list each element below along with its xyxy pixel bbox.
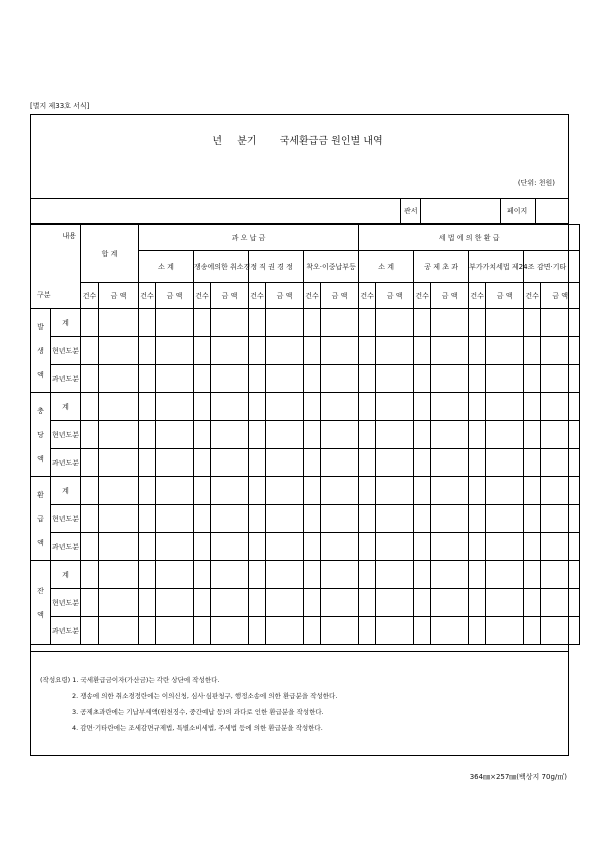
amount-cell[interactable] (376, 365, 414, 393)
amount-cell[interactable] (376, 533, 414, 561)
amount-cell[interactable] (156, 533, 194, 561)
table-row (31, 337, 580, 365)
amount-cell[interactable] (431, 421, 469, 449)
amount-cell[interactable] (541, 365, 580, 393)
amount-cell[interactable] (156, 589, 194, 617)
amount-cell[interactable] (156, 617, 194, 645)
row-label: 과년도분 (51, 617, 81, 645)
divider (500, 199, 501, 223)
amount-cell[interactable] (486, 505, 524, 533)
amount-cell[interactable] (486, 477, 524, 505)
table-row (31, 477, 580, 505)
count-cell[interactable] (81, 477, 99, 505)
table-row (31, 533, 580, 561)
amount-cell[interactable] (376, 309, 414, 337)
amount-cell[interactable] (99, 477, 139, 505)
divider (535, 199, 536, 223)
form-number-label: [별지 제33호 서식] (30, 102, 90, 110)
amount-cell[interactable] (211, 533, 249, 561)
amount-cell[interactable] (541, 477, 580, 505)
notes-divider (30, 651, 569, 652)
count-cell[interactable] (414, 421, 431, 449)
count-header: 건수 (469, 283, 486, 309)
amount-cell[interactable] (376, 393, 414, 421)
row-label: 과년도분 (51, 533, 81, 561)
count-cell[interactable] (414, 505, 431, 533)
amount-cell[interactable] (266, 505, 304, 533)
page-title (0, 132, 595, 147)
count-cell[interactable] (81, 617, 99, 645)
amount-cell[interactable] (266, 617, 304, 645)
amount-cell[interactable] (431, 561, 469, 589)
amount-cell[interactable] (211, 477, 249, 505)
count-cell[interactable] (414, 309, 431, 337)
amount-cell[interactable] (99, 393, 139, 421)
count-cell[interactable] (469, 337, 486, 365)
amount-cell[interactable] (486, 365, 524, 393)
count-cell[interactable] (469, 421, 486, 449)
amount-header: 금 액 (211, 283, 249, 309)
row-label: 과년도분 (51, 365, 81, 393)
amount-cell[interactable] (431, 477, 469, 505)
row-label: 현년도분 (51, 421, 81, 449)
header-content: 내용 (31, 225, 81, 283)
amount-header: 금 액 (156, 283, 194, 309)
amount-cell[interactable] (266, 477, 304, 505)
amount-cell[interactable] (431, 393, 469, 421)
amount-cell[interactable] (431, 617, 469, 645)
amount-cell[interactable] (431, 309, 469, 337)
count-cell[interactable] (81, 449, 99, 477)
amount-cell[interactable] (321, 533, 359, 561)
amount-cell[interactable] (99, 309, 139, 337)
table-row (31, 589, 580, 617)
count-cell[interactable] (414, 365, 431, 393)
count-header: 건수 (81, 283, 99, 309)
office-label: 관서 (404, 207, 418, 215)
count-cell[interactable] (469, 561, 486, 589)
count-cell[interactable] (359, 589, 376, 617)
count-cell[interactable] (469, 589, 486, 617)
count-cell[interactable] (359, 309, 376, 337)
amount-cell[interactable] (99, 505, 139, 533)
amount-cell[interactable] (211, 561, 249, 589)
count-cell[interactable] (304, 477, 321, 505)
note-item: 2. 쟁송에 의한 취소경정란에는 이의신청, 심사·심판청구, 행정소송에 의한 환급분을 작성한다. (72, 692, 338, 700)
row-label: 과년도분 (51, 449, 81, 477)
table-row (31, 393, 580, 421)
amount-cell[interactable] (431, 337, 469, 365)
count-cell[interactable] (524, 477, 541, 505)
title-quarter: 분기 (237, 136, 257, 147)
amount-cell[interactable] (431, 589, 469, 617)
row-label: 계 (51, 393, 81, 421)
header-vat: 부가가치세법 제24조 (469, 251, 524, 283)
count-cell[interactable] (194, 337, 211, 365)
table-row (31, 309, 580, 337)
count-cell[interactable] (249, 309, 266, 337)
amount-cell[interactable] (486, 533, 524, 561)
count-cell[interactable] (304, 421, 321, 449)
header-total: 합 계 (81, 225, 139, 283)
count-cell[interactable] (139, 449, 156, 477)
amount-cell[interactable] (431, 505, 469, 533)
count-cell[interactable] (249, 505, 266, 533)
amount-cell[interactable] (156, 309, 194, 337)
count-cell[interactable] (304, 561, 321, 589)
count-cell[interactable] (249, 393, 266, 421)
count-cell[interactable] (414, 617, 431, 645)
count-cell[interactable] (249, 561, 266, 589)
amount-cell[interactable] (321, 337, 359, 365)
amount-cell[interactable] (156, 421, 194, 449)
count-cell[interactable] (81, 337, 99, 365)
count-cell[interactable] (139, 421, 156, 449)
count-cell[interactable] (359, 421, 376, 449)
count-cell[interactable] (81, 505, 99, 533)
count-cell[interactable] (194, 533, 211, 561)
amount-cell[interactable] (99, 449, 139, 477)
amount-cell[interactable] (156, 505, 194, 533)
count-cell[interactable] (304, 365, 321, 393)
amount-cell[interactable] (266, 449, 304, 477)
count-cell[interactable] (359, 477, 376, 505)
count-cell[interactable] (469, 393, 486, 421)
amount-cell[interactable] (541, 337, 580, 365)
page-label: 페이지 (507, 207, 528, 215)
count-cell[interactable] (194, 505, 211, 533)
amount-cell[interactable] (486, 617, 524, 645)
header-subtotal-refund: 소 계 (359, 251, 414, 283)
amount-cell[interactable] (99, 561, 139, 589)
amount-cell[interactable] (321, 421, 359, 449)
amount-cell[interactable] (376, 449, 414, 477)
count-cell[interactable] (524, 617, 541, 645)
refund-table (30, 224, 580, 645)
count-cell[interactable] (81, 589, 99, 617)
count-cell[interactable] (81, 309, 99, 337)
count-cell[interactable] (524, 561, 541, 589)
amount-cell[interactable] (156, 449, 194, 477)
count-cell[interactable] (304, 309, 321, 337)
count-cell[interactable] (139, 589, 156, 617)
count-header: 건수 (414, 283, 431, 309)
group-label: 환급액 (31, 477, 51, 561)
amount-cell[interactable] (211, 617, 249, 645)
unit-label: (단위: 천원) (517, 179, 555, 187)
count-cell[interactable] (524, 337, 541, 365)
amount-cell[interactable] (266, 393, 304, 421)
amount-cell[interactable] (99, 533, 139, 561)
count-cell[interactable] (139, 365, 156, 393)
count-cell[interactable] (304, 449, 321, 477)
amount-cell[interactable] (156, 477, 194, 505)
amount-cell[interactable] (541, 533, 580, 561)
count-cell[interactable] (194, 589, 211, 617)
count-cell[interactable] (414, 393, 431, 421)
count-cell[interactable] (524, 393, 541, 421)
count-cell[interactable] (414, 477, 431, 505)
count-cell[interactable] (524, 589, 541, 617)
header-deduction: 공 제 초 과 (414, 251, 469, 283)
count-cell[interactable] (81, 561, 99, 589)
row-label: 현년도분 (51, 589, 81, 617)
count-cell[interactable] (194, 449, 211, 477)
amount-cell[interactable] (541, 589, 580, 617)
amount-cell[interactable] (156, 337, 194, 365)
table-row (31, 505, 580, 533)
count-cell[interactable] (249, 617, 266, 645)
amount-cell[interactable] (156, 365, 194, 393)
count-cell[interactable] (139, 477, 156, 505)
count-cell[interactable] (249, 477, 266, 505)
table-row (31, 617, 580, 645)
count-cell[interactable] (194, 365, 211, 393)
amount-cell[interactable] (486, 309, 524, 337)
table-row (31, 561, 580, 589)
count-cell[interactable] (359, 533, 376, 561)
count-cell[interactable] (524, 421, 541, 449)
count-cell[interactable] (359, 337, 376, 365)
count-cell[interactable] (359, 617, 376, 645)
count-cell[interactable] (194, 309, 211, 337)
count-cell[interactable] (414, 449, 431, 477)
count-header: 건수 (359, 283, 376, 309)
count-cell[interactable] (524, 365, 541, 393)
count-cell[interactable] (139, 533, 156, 561)
count-cell[interactable] (139, 561, 156, 589)
amount-cell[interactable] (99, 617, 139, 645)
group-label: 발생액 (31, 309, 51, 393)
table-row (31, 365, 580, 393)
count-cell[interactable] (359, 561, 376, 589)
count-cell[interactable] (139, 337, 156, 365)
count-cell[interactable] (139, 393, 156, 421)
row-label: 계 (51, 561, 81, 589)
count-cell[interactable] (81, 393, 99, 421)
count-cell[interactable] (139, 309, 156, 337)
header-division: 구분 (31, 283, 81, 309)
title-year: 년 (212, 136, 222, 147)
count-cell[interactable] (304, 337, 321, 365)
count-header: 건수 (139, 283, 156, 309)
instructions (40, 672, 337, 736)
count-cell[interactable] (249, 589, 266, 617)
amount-cell[interactable] (156, 561, 194, 589)
table-row (31, 449, 580, 477)
count-cell[interactable] (469, 505, 486, 533)
note-item: 4. 감면·기타란에는 조세감면규제법, 특별소비세법, 주세법 등에 의한 환급분을 작성한다. (72, 724, 323, 732)
count-cell[interactable] (194, 561, 211, 589)
count-cell[interactable] (469, 309, 486, 337)
count-cell[interactable] (304, 505, 321, 533)
count-cell[interactable] (359, 505, 376, 533)
amount-cell[interactable] (211, 365, 249, 393)
row-label: 계 (51, 477, 81, 505)
amount-cell[interactable] (211, 393, 249, 421)
divider (400, 199, 401, 223)
amount-header: 금 액 (376, 283, 414, 309)
count-cell[interactable] (139, 617, 156, 645)
amount-cell[interactable] (211, 449, 249, 477)
count-cell[interactable] (524, 533, 541, 561)
amount-header: 금 액 (99, 283, 139, 309)
count-cell[interactable] (469, 365, 486, 393)
count-cell[interactable] (194, 393, 211, 421)
amount-cell[interactable] (321, 617, 359, 645)
amount-cell[interactable] (541, 309, 580, 337)
amount-cell[interactable] (376, 421, 414, 449)
count-cell[interactable] (304, 617, 321, 645)
amount-cell[interactable] (486, 449, 524, 477)
count-header: 건수 (524, 283, 541, 309)
count-cell[interactable] (81, 421, 99, 449)
amount-cell[interactable] (99, 337, 139, 365)
count-cell[interactable] (414, 337, 431, 365)
amount-cell[interactable] (541, 421, 580, 449)
amount-cell[interactable] (541, 505, 580, 533)
amount-header: 금 액 (321, 283, 359, 309)
amount-cell[interactable] (321, 365, 359, 393)
count-cell[interactable] (469, 533, 486, 561)
table-body (31, 309, 580, 645)
amount-cell[interactable] (99, 421, 139, 449)
amount-cell[interactable] (99, 365, 139, 393)
amount-cell[interactable] (486, 561, 524, 589)
header-subtotal-overpaid: 소 계 (139, 251, 194, 283)
count-cell[interactable] (249, 449, 266, 477)
amount-cell[interactable] (541, 393, 580, 421)
amount-cell[interactable] (321, 309, 359, 337)
count-cell[interactable] (524, 449, 541, 477)
count-cell[interactable] (194, 617, 211, 645)
amount-cell[interactable] (486, 337, 524, 365)
amount-cell[interactable] (266, 309, 304, 337)
count-cell[interactable] (304, 589, 321, 617)
note-item: 3. 공제초과란에는 기납부세액(원천징수, 중간예납 등)의 과다로 인한 환급분을 작성한다. (72, 708, 324, 716)
amount-cell[interactable] (541, 561, 580, 589)
count-cell[interactable] (249, 337, 266, 365)
amount-cell[interactable] (156, 393, 194, 421)
header-tax-refund: 세 법 에 의 한 환 급 (359, 225, 580, 251)
count-cell[interactable] (194, 421, 211, 449)
amount-cell[interactable] (211, 309, 249, 337)
count-cell[interactable] (249, 533, 266, 561)
count-cell[interactable] (81, 533, 99, 561)
amount-cell[interactable] (266, 589, 304, 617)
amount-cell[interactable] (321, 393, 359, 421)
amount-cell[interactable] (99, 589, 139, 617)
amount-cell[interactable] (266, 421, 304, 449)
amount-header: 금 액 (541, 283, 580, 309)
amount-cell[interactable] (486, 421, 524, 449)
amount-cell[interactable] (431, 449, 469, 477)
count-cell[interactable] (414, 589, 431, 617)
amount-cell[interactable] (321, 589, 359, 617)
title-main: 국세환급금 원인별 내역 (279, 136, 383, 147)
count-cell[interactable] (249, 365, 266, 393)
amount-cell[interactable] (321, 477, 359, 505)
office-page-row (30, 198, 569, 224)
amount-cell[interactable] (541, 617, 580, 645)
amount-cell[interactable] (486, 393, 524, 421)
count-header: 건수 (304, 283, 321, 309)
group-label: 잔액 (31, 561, 51, 645)
count-cell[interactable] (524, 309, 541, 337)
count-cell[interactable] (81, 365, 99, 393)
count-cell[interactable] (359, 393, 376, 421)
count-cell[interactable] (469, 617, 486, 645)
amount-cell[interactable] (211, 337, 249, 365)
amount-cell[interactable] (376, 617, 414, 645)
count-cell[interactable] (359, 449, 376, 477)
header-reduction: 감면·기타 (524, 251, 580, 283)
amount-cell[interactable] (266, 365, 304, 393)
amount-cell[interactable] (431, 365, 469, 393)
count-cell[interactable] (414, 533, 431, 561)
row-label: 현년도분 (51, 337, 81, 365)
amount-cell[interactable] (266, 533, 304, 561)
count-cell[interactable] (524, 505, 541, 533)
amount-cell[interactable] (376, 589, 414, 617)
amount-cell[interactable] (211, 421, 249, 449)
count-cell[interactable] (469, 449, 486, 477)
header-misc-wrong: 착오·이중납부등 (304, 251, 359, 283)
amount-cell[interactable] (266, 337, 304, 365)
count-cell[interactable] (139, 505, 156, 533)
note-item: (작성요령) 1. 국세환급금이자(가산금)는 각란 상단에 작성한다. (40, 676, 220, 684)
divider (420, 199, 421, 223)
count-cell[interactable] (249, 421, 266, 449)
count-cell[interactable] (304, 393, 321, 421)
row-label: 계 (51, 309, 81, 337)
group-label: 충당액 (31, 393, 51, 477)
amount-cell[interactable] (376, 477, 414, 505)
row-label: 현년도분 (51, 505, 81, 533)
amount-cell[interactable] (486, 589, 524, 617)
amount-cell[interactable] (376, 505, 414, 533)
amount-cell[interactable] (211, 505, 249, 533)
amount-cell[interactable] (321, 449, 359, 477)
amount-cell[interactable] (211, 589, 249, 617)
header-objection: 쟁송에의한 취소경정 (194, 251, 249, 283)
amount-cell[interactable] (431, 533, 469, 561)
header-overpaid: 과 오 납 금 (139, 225, 359, 251)
amount-header: 금 액 (486, 283, 524, 309)
amount-header: 금 액 (431, 283, 469, 309)
amount-header: 금 액 (266, 283, 304, 309)
count-amount-row (31, 283, 580, 309)
paper-spec: 364㎜×257㎜(백상지 70g/㎡) (469, 773, 567, 781)
count-cell[interactable] (414, 561, 431, 589)
count-header: 건수 (194, 283, 211, 309)
count-header: 건수 (249, 283, 266, 309)
count-cell[interactable] (359, 365, 376, 393)
count-cell[interactable] (304, 533, 321, 561)
count-cell[interactable] (194, 477, 211, 505)
table-row (31, 421, 580, 449)
count-cell[interactable] (469, 477, 486, 505)
amount-cell[interactable] (321, 561, 359, 589)
amount-cell[interactable] (541, 449, 580, 477)
amount-cell[interactable] (266, 561, 304, 589)
header-ex-officio: 직 권 경 정 (249, 251, 304, 283)
amount-cell[interactable] (321, 505, 359, 533)
amount-cell[interactable] (376, 561, 414, 589)
amount-cell[interactable] (376, 337, 414, 365)
